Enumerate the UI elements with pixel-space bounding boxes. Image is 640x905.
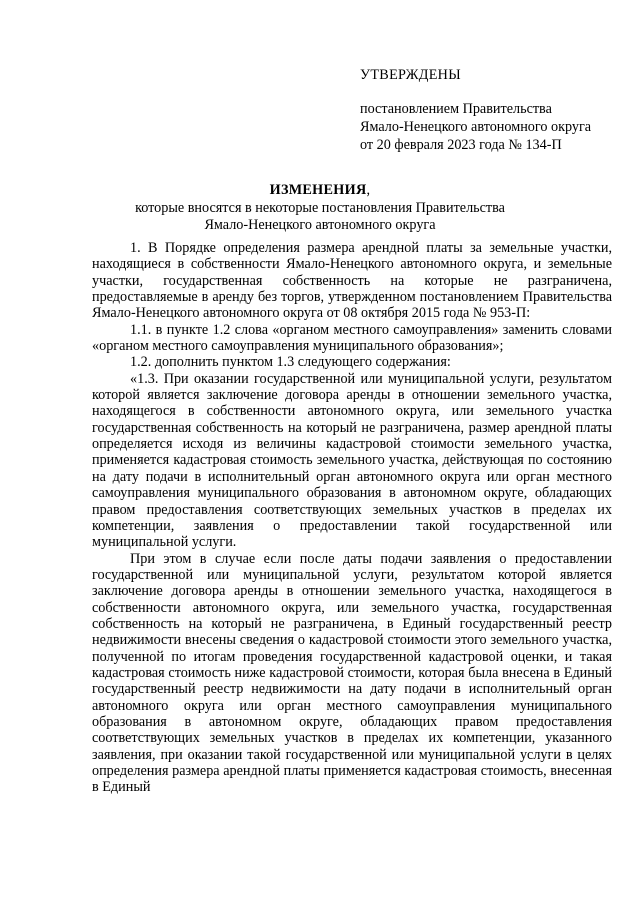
approval-line: от 20 февраля 2023 года № 134-П	[360, 137, 562, 153]
approval-line: постановлением Правительства	[360, 101, 552, 117]
approval-stamp: УТВЕРЖДЕНЫ	[360, 67, 461, 83]
document-title-text: ИЗМЕНЕНИЯ	[269, 182, 367, 198]
document-subtitle-line: которые вносятся в некоторые постановления Правительства	[135, 200, 505, 216]
body-paragraph: 1. В Порядке определения размера арендной платы за земельные участки, находящиеся в собственности Ямало-Ненецкого автономного округа, и земельные участки, государственная собственность на которые не разграничена, предоставляемые в аренду без торгов, утвержденном постановлением Правительства Ямало-Ненецкого автономного округа от 08 октября 2015 года № 953-П:	[92, 240, 612, 322]
document-title-suffix: ,	[366, 182, 371, 198]
body-paragraph: При этом в случае если после даты подачи заявления о предоставлении государственной или муниципальной услуги, результатом которой является заключение договора аренды в отношении земельного участка, находящегося в собственности автономного округа, или земельного участка, государственная собственность на который не разграничена, в Единый государственный реестр недвижимости внесены сведения о кадастровой стоимости этого земельного участка, полученной по итогам проведения государственной кадастровой оценки, и такая кадастровая стоимость ниже кадастровой стоимости, которая была внесена в Единый государственный реестр недвижимости на дату подачи в исполнительный орган автономного округа или орган местного самоуправления муниципального образования в автономном округе, обладающих правом предоставления соответствующих земельных участков в пределах их компетенции, указанного заявления, при оказании такой государственной или муниципальной услуги в целях определения размера арендной платы применяется кадастровая стоимость, внесенная в Единый	[92, 550, 612, 796]
body-paragraph: 1.2. дополнить пунктом 1.3 следующего содержания:	[130, 354, 451, 371]
document-body	[92, 240, 612, 796]
document-subtitle-line: Ямало-Ненецкого автономного округа	[204, 217, 436, 233]
approval-line: Ямало-Ненецкого автономного округа	[360, 119, 592, 135]
body-paragraph: 1.1. в пункте 1.2 слова «органом местного самоуправления» заменить словами «органом местного самоуправления муниципального образования»;	[92, 321, 612, 355]
body-paragraph: «1.3. При оказании государственной или муниципальной услуги, результатом которой является заключение договора аренды в отношении земельного участка, находящегося в собственности автономного округа, или земельного участка государственная собственность на который не разграничена, размер арендной платы определяется исходя из величины кадастровой стоимости земельного участка, применяется кадастровая стоимость земельного участка, действующая по состоянию на дату подачи в исполнительный орган автономного округа или орган местного самоуправления муниципального образования в автономном округе, обладающих правом предоставления соответствующих земельных участков в пределах их компетенции, заявления о предоставлении такой государственной или муниципальной услуги.	[92, 370, 612, 551]
document-title	[0, 181, 640, 200]
